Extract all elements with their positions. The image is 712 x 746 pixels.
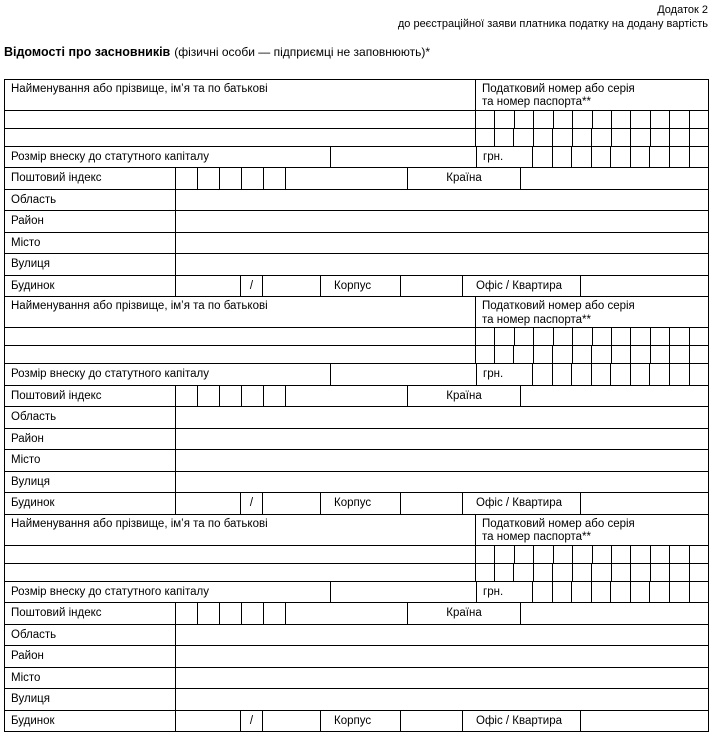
input-box[interactable] <box>612 111 631 129</box>
tax-number-label-line1: Податковий номер або серія <box>482 517 635 530</box>
tax-number-label <box>476 297 709 328</box>
founder-name-input[interactable] <box>5 328 476 346</box>
postal-index-label: Поштовий індекс <box>5 386 176 408</box>
name-input-row-1 <box>5 546 709 564</box>
input-box[interactable] <box>176 386 198 408</box>
contribution-boxes[interactable] <box>533 147 709 169</box>
input-box[interactable] <box>495 564 514 582</box>
country-label: Країна <box>408 386 521 408</box>
input-box[interactable] <box>476 328 495 346</box>
city-row <box>5 450 709 472</box>
input-box[interactable] <box>514 129 533 147</box>
street-label: Вулиця <box>5 472 176 494</box>
country-input[interactable] <box>521 386 709 408</box>
input-box[interactable] <box>553 147 573 169</box>
region-label: Область <box>5 625 176 647</box>
postal-extra-cell[interactable] <box>286 386 408 408</box>
input-box[interactable] <box>651 129 670 147</box>
input-box[interactable] <box>220 603 242 625</box>
building-row <box>5 711 709 733</box>
input-box[interactable] <box>670 564 689 582</box>
office-apartment-input[interactable] <box>581 493 709 515</box>
input-box[interactable] <box>631 564 650 582</box>
input-box[interactable] <box>651 328 670 346</box>
tax-number-label-line2: та номер паспорта** <box>482 313 591 326</box>
name-input-row-1 <box>5 111 709 129</box>
input-box[interactable] <box>592 364 612 386</box>
input-box[interactable] <box>534 546 553 564</box>
input-box[interactable] <box>650 364 670 386</box>
input-box[interactable] <box>572 582 592 604</box>
postal-index-boxes[interactable] <box>176 603 286 625</box>
form-header <box>4 4 708 32</box>
input-box[interactable] <box>593 328 612 346</box>
street-label: Вулиця <box>5 254 176 276</box>
city-label: Місто <box>5 450 176 472</box>
tax-number-label-line1: Податковий номер або серія <box>482 82 635 95</box>
input-box[interactable] <box>631 147 651 169</box>
tax-number-boxes-row2[interactable] <box>495 564 709 582</box>
input-box[interactable] <box>553 129 572 147</box>
name-header-row <box>5 515 709 546</box>
street-label: Вулиця <box>5 689 176 711</box>
input-box[interactable] <box>220 168 242 190</box>
building-row <box>5 276 709 298</box>
input-box[interactable] <box>533 147 553 169</box>
input-box[interactable] <box>670 129 689 147</box>
region-label: Область <box>5 190 176 212</box>
input-box[interactable] <box>690 328 709 346</box>
city-row <box>5 668 709 690</box>
corpus-input[interactable] <box>401 493 463 515</box>
input-box[interactable] <box>553 346 572 364</box>
input-box[interactable] <box>592 147 612 169</box>
corpus-label: Корпус <box>321 493 401 515</box>
building-number-input-2[interactable] <box>263 493 321 515</box>
name-header-row <box>5 80 709 111</box>
currency-label: грн. <box>477 147 533 169</box>
input-box[interactable] <box>592 564 611 582</box>
corpus-input[interactable] <box>401 711 463 733</box>
founder-block <box>5 80 709 298</box>
country-label: Країна <box>408 168 521 190</box>
building-number-input[interactable] <box>176 711 241 733</box>
input-box[interactable] <box>533 582 553 604</box>
input-box[interactable] <box>220 386 242 408</box>
input-box[interactable] <box>198 386 220 408</box>
building-number-input[interactable] <box>176 493 241 515</box>
input-box[interactable] <box>573 111 592 129</box>
input-box[interactable] <box>670 328 689 346</box>
tax-number-boxes-row1[interactable] <box>476 328 709 346</box>
slash-separator: / <box>241 493 263 515</box>
input-box[interactable] <box>534 111 553 129</box>
tax-number-label <box>476 80 709 111</box>
input-box[interactable] <box>176 603 198 625</box>
input-box[interactable] <box>495 546 514 564</box>
founder-blocks <box>4 79 709 733</box>
input-box[interactable] <box>631 346 650 364</box>
city-input[interactable] <box>176 233 709 255</box>
input-box[interactable] <box>533 364 553 386</box>
input-box[interactable] <box>515 328 534 346</box>
country-input[interactable] <box>521 168 709 190</box>
input-box[interactable] <box>631 546 650 564</box>
contribution-row <box>5 364 709 386</box>
founder-name-label: Найменування або прізвище, ім’я та по батькові <box>5 80 476 111</box>
building-label: Будинок <box>5 711 176 733</box>
postal-extra-cell[interactable] <box>286 168 408 190</box>
input-box[interactable] <box>631 111 650 129</box>
input-box[interactable] <box>573 328 592 346</box>
postal-index-label: Поштовий індекс <box>5 603 176 625</box>
input-box[interactable] <box>690 364 710 386</box>
city-input[interactable] <box>176 668 709 690</box>
form-title <box>4 45 708 59</box>
input-box[interactable] <box>592 346 611 364</box>
corpus-label: Корпус <box>321 276 401 298</box>
input-box[interactable] <box>650 147 670 169</box>
input-box[interactable] <box>264 168 286 190</box>
input-box[interactable] <box>593 546 612 564</box>
input-box[interactable] <box>631 582 651 604</box>
contribution-row <box>5 147 709 169</box>
input-box[interactable] <box>553 364 573 386</box>
slash-separator: / <box>241 711 263 733</box>
city-input[interactable] <box>176 450 709 472</box>
input-box[interactable] <box>242 168 264 190</box>
input-box[interactable] <box>534 328 553 346</box>
input-box[interactable] <box>495 129 514 147</box>
building-number-input-2[interactable] <box>263 711 321 733</box>
founder-name-input[interactable] <box>5 546 476 564</box>
founder-name-input-2[interactable] <box>5 564 476 582</box>
input-box[interactable] <box>650 582 670 604</box>
input-box[interactable] <box>534 346 553 364</box>
input-box[interactable] <box>690 546 709 564</box>
street-input[interactable] <box>176 254 709 276</box>
input-box[interactable] <box>495 346 514 364</box>
input-box[interactable] <box>573 129 592 147</box>
district-label: Район <box>5 646 176 668</box>
input-box[interactable] <box>554 111 573 129</box>
street-input[interactable] <box>176 689 709 711</box>
building-label: Будинок <box>5 276 176 298</box>
district-input[interactable] <box>176 646 709 668</box>
street-row <box>5 254 709 276</box>
district-input[interactable] <box>176 429 709 451</box>
region-label: Область <box>5 407 176 429</box>
input-box[interactable] <box>553 564 572 582</box>
name-input-row-2 <box>5 564 709 582</box>
contribution-label: Розмір внеску до статутного капіталу <box>5 364 331 386</box>
district-row <box>5 429 709 451</box>
contribution-boxes[interactable] <box>533 364 709 386</box>
office-apartment-label: Офіс / Квартира <box>463 493 581 515</box>
input-box[interactable] <box>572 364 592 386</box>
founder-name-label: Найменування або прізвище, ім’я та по батькові <box>5 297 476 328</box>
founder-block <box>5 297 709 515</box>
input-box[interactable] <box>631 328 650 346</box>
input-box[interactable] <box>242 603 264 625</box>
input-box[interactable] <box>176 168 198 190</box>
region-input[interactable] <box>176 407 709 429</box>
postal-country-row <box>5 386 709 408</box>
city-label: Місто <box>5 233 176 255</box>
street-row <box>5 472 709 494</box>
input-box[interactable] <box>612 328 631 346</box>
input-box[interactable] <box>612 546 631 564</box>
corpus-input[interactable] <box>401 276 463 298</box>
tax-number-boxes-row1[interactable] <box>476 546 709 564</box>
input-box[interactable] <box>611 364 631 386</box>
founder-block <box>5 515 709 733</box>
name-input-row-2 <box>5 129 709 147</box>
input-box[interactable] <box>670 364 690 386</box>
postal-country-row <box>5 603 709 625</box>
founder-name-label: Найменування або прізвище, ім’я та по батькові <box>5 515 476 546</box>
region-row <box>5 625 709 647</box>
input-box[interactable] <box>592 582 612 604</box>
input-box[interactable] <box>690 582 710 604</box>
corpus-label: Корпус <box>321 711 401 733</box>
name-input-row-1 <box>5 328 709 346</box>
tax-number-label <box>476 515 709 546</box>
input-box[interactable] <box>476 111 495 129</box>
input-box[interactable] <box>651 346 670 364</box>
input-box[interactable] <box>631 364 651 386</box>
tax-number-label-line2: та номер паспорта** <box>482 531 591 544</box>
tax-number-label-line1: Податковий номер або серія <box>482 300 635 312</box>
building-number-input[interactable] <box>176 276 241 298</box>
tax-number-boxes-row2[interactable] <box>495 346 709 364</box>
contribution-input[interactable] <box>331 147 477 169</box>
tax-gap-cell <box>476 564 495 582</box>
name-input-row-2 <box>5 346 709 364</box>
input-box[interactable] <box>611 582 631 604</box>
tax-gap-cell <box>476 346 495 364</box>
input-box[interactable] <box>670 582 690 604</box>
input-box[interactable] <box>198 168 220 190</box>
region-input[interactable] <box>176 625 709 647</box>
founder-name-input-2[interactable] <box>5 129 476 147</box>
contribution-boxes[interactable] <box>533 582 709 604</box>
input-box[interactable] <box>611 147 631 169</box>
input-box[interactable] <box>476 546 495 564</box>
input-box[interactable] <box>534 564 553 582</box>
input-box[interactable] <box>264 603 286 625</box>
input-box[interactable] <box>690 564 709 582</box>
country-label: Країна <box>408 603 521 625</box>
input-box[interactable] <box>515 111 534 129</box>
input-box[interactable] <box>690 111 709 129</box>
slash-separator: / <box>241 276 263 298</box>
district-input[interactable] <box>176 211 709 233</box>
name-header-row <box>5 297 709 328</box>
region-row <box>5 407 709 429</box>
building-number-input-2[interactable] <box>263 276 321 298</box>
input-box[interactable] <box>198 603 220 625</box>
appendix-number: Додаток 2 <box>657 4 708 16</box>
input-box[interactable] <box>495 111 514 129</box>
input-box[interactable] <box>651 111 670 129</box>
contribution-label: Розмір внеску до статутного капіталу <box>5 582 331 604</box>
city-label: Місто <box>5 668 176 690</box>
input-box[interactable] <box>573 546 592 564</box>
form-title-main: Відомості про засновників <box>4 44 171 59</box>
input-box[interactable] <box>690 346 709 364</box>
input-box[interactable] <box>514 346 533 364</box>
region-input[interactable] <box>176 190 709 212</box>
office-apartment-input[interactable] <box>581 711 709 733</box>
input-box[interactable] <box>242 386 264 408</box>
founder-name-input[interactable] <box>5 111 476 129</box>
district-row <box>5 211 709 233</box>
input-box[interactable] <box>534 129 553 147</box>
input-box[interactable] <box>554 328 573 346</box>
input-box[interactable] <box>670 147 690 169</box>
tax-number-label-line2: та номер паспорта** <box>482 96 591 109</box>
input-box[interactable] <box>592 129 611 147</box>
currency-label: грн. <box>477 582 533 604</box>
contribution-row <box>5 582 709 604</box>
tax-number-boxes-row2[interactable] <box>495 129 709 147</box>
input-box[interactable] <box>515 546 534 564</box>
input-box[interactable] <box>690 129 709 147</box>
office-apartment-label: Офіс / Квартира <box>463 276 581 298</box>
input-box[interactable] <box>612 346 631 364</box>
input-box[interactable] <box>651 546 670 564</box>
input-box[interactable] <box>573 564 592 582</box>
input-box[interactable] <box>573 346 592 364</box>
input-box[interactable] <box>651 564 670 582</box>
contribution-input[interactable] <box>331 582 477 604</box>
district-label: Район <box>5 429 176 451</box>
city-row <box>5 233 709 255</box>
founder-name-input-2[interactable] <box>5 346 476 364</box>
postal-index-boxes[interactable] <box>176 386 286 408</box>
postal-country-row <box>5 168 709 190</box>
input-box[interactable] <box>670 111 689 129</box>
office-apartment-label: Офіс / Квартира <box>463 711 581 733</box>
form-title-note: (фізичні особи — підприємці не заповнюють)* <box>174 44 431 59</box>
input-box[interactable] <box>264 386 286 408</box>
building-row <box>5 493 709 515</box>
input-box[interactable] <box>514 564 533 582</box>
tax-gap-cell <box>476 129 495 147</box>
district-label: Район <box>5 211 176 233</box>
input-box[interactable] <box>495 328 514 346</box>
office-apartment-input[interactable] <box>581 276 709 298</box>
input-box[interactable] <box>612 129 631 147</box>
tax-number-boxes-row1[interactable] <box>476 111 709 129</box>
street-row <box>5 689 709 711</box>
street-input[interactable] <box>176 472 709 494</box>
postal-index-boxes[interactable] <box>176 168 286 190</box>
contribution-label: Розмір внеску до статутного капіталу <box>5 147 331 169</box>
country-input[interactable] <box>521 603 709 625</box>
input-box[interactable] <box>554 546 573 564</box>
input-box[interactable] <box>690 147 710 169</box>
input-box[interactable] <box>553 582 573 604</box>
input-box[interactable] <box>670 546 689 564</box>
district-row <box>5 646 709 668</box>
input-box[interactable] <box>572 147 592 169</box>
input-box[interactable] <box>670 346 689 364</box>
input-box[interactable] <box>612 564 631 582</box>
region-row <box>5 190 709 212</box>
postal-extra-cell[interactable] <box>286 603 408 625</box>
postal-index-label: Поштовий індекс <box>5 168 176 190</box>
input-box[interactable] <box>631 129 650 147</box>
building-label: Будинок <box>5 493 176 515</box>
input-box[interactable] <box>593 111 612 129</box>
appendix-subtitle: до реєстраційної заяви платника податку на додану вартість <box>397 17 708 30</box>
currency-label: грн. <box>477 364 533 386</box>
contribution-input[interactable] <box>331 364 477 386</box>
